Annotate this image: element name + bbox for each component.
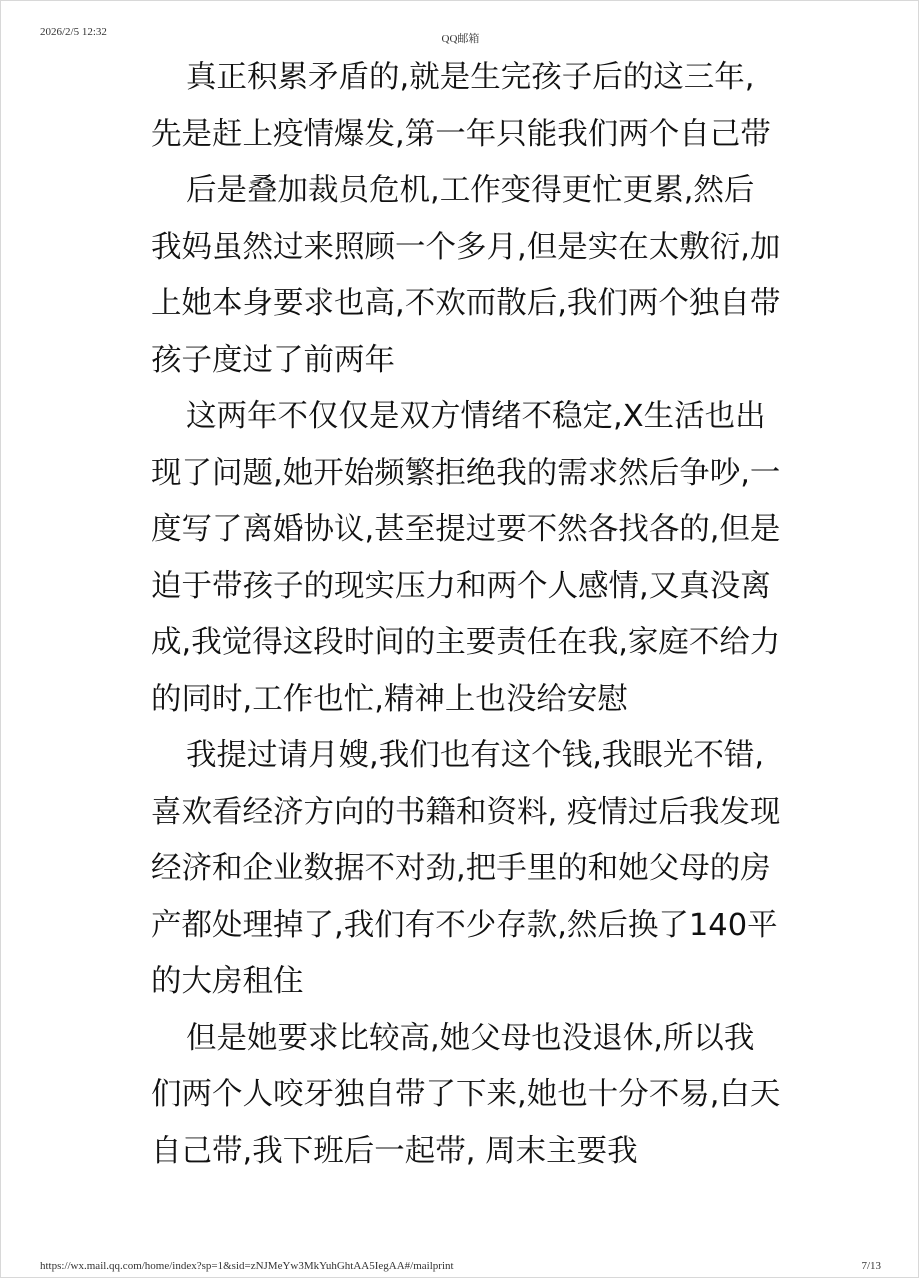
- paragraph-4: 我提过请月嫂,我们也有这个钱,我眼光不错,喜欢看经济方向的书籍和资料, 疫情过后我发现经济和企业数据不对劲,把手里的和她父母的房产都处理掉了,我们有不少存款,然后换了140平的大房租住: [151, 738, 781, 999]
- paragraph-2: 后是叠加裁员危机,工作变得更忙更累,然后我妈虽然过来照顾一个多月,但是实在太敷衍,加上她本身要求也高,不欢而散后,我们两个独自带孩子度过了前两年: [151, 173, 781, 378]
- paragraph-1: 真正积累矛盾的,就是生完孩子后的这三年,先是赶上疫情爆发,第一年只能我们两个自己带: [151, 60, 771, 152]
- paragraph-5: 但是她要求比较高,她父母也没退休,所以我们两个人咬牙独自带了下来,她也十分不易,白天自己带,我下班后一起带, 周末主要我: [151, 1020, 781, 1169]
- print-datetime: 2026/2/5 12:32: [40, 26, 107, 38]
- page-number: 7/13: [861, 1260, 881, 1272]
- print-url: https://wx.mail.qq.com/home/index?sp=1&sid=zNJMeYw3MkYuhGhtAA5IegAA#/mailprint: [40, 1260, 454, 1272]
- print-footer: [40, 1260, 881, 1276]
- mail-body: [151, 50, 781, 1180]
- paragraph-3: 这两年不仅仅是双方情绪不稳定,X生活也出现了问题,她开始频繁拒绝我的需求然后争吵,一度写了离婚协议,甚至提过要不然各找各的,但是迫于带孩子的现实压力和两个人感情,又真没离成,我觉得这段时间的主要责任在我,家庭不给力的同时,工作也忙,精神上也没给安慰: [151, 399, 781, 717]
- print-header: [40, 26, 881, 44]
- print-title: QQ邮箱: [441, 33, 480, 45]
